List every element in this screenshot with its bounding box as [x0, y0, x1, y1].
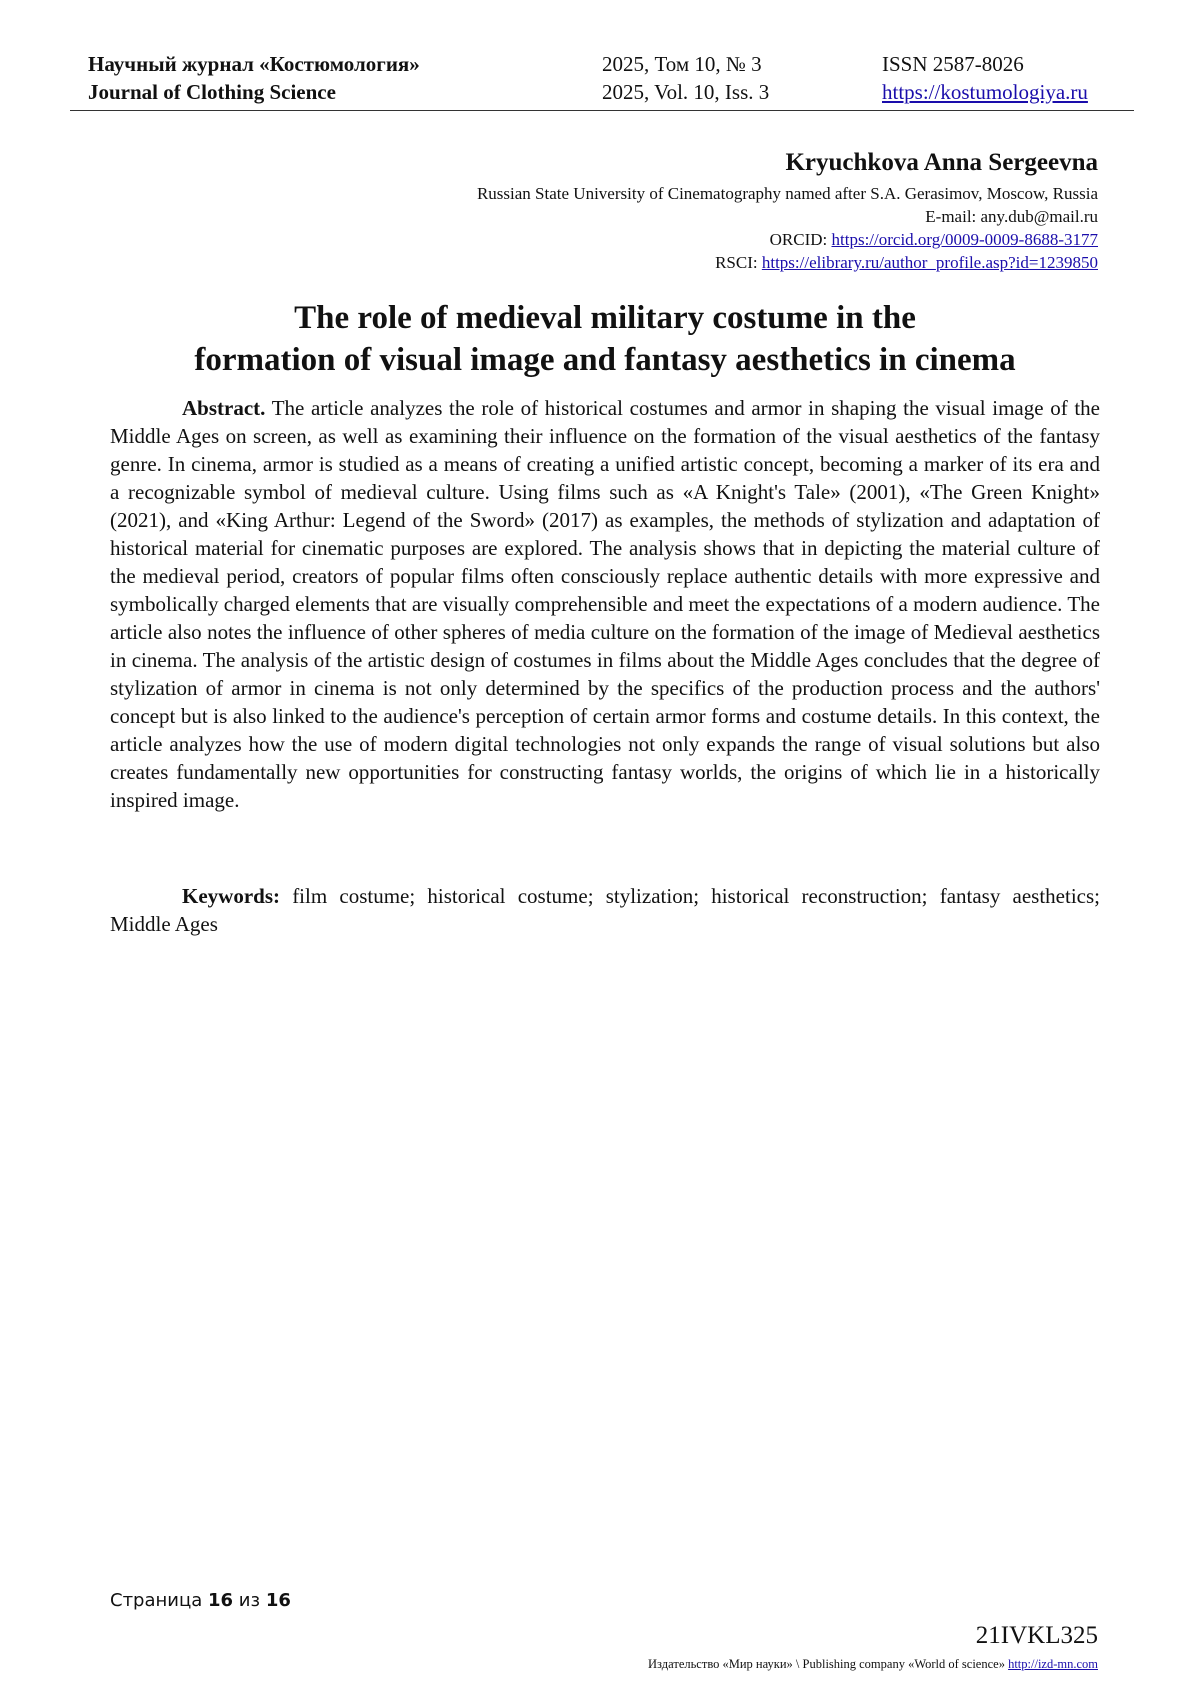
author-rsci — [477, 251, 1098, 274]
journal-name — [88, 50, 420, 106]
issn: ISSN 2587-8026 — [882, 52, 1024, 76]
publisher-text: Издательство «Мир науки» \ Publishing company «World of science» — [648, 1657, 1005, 1671]
page-number — [110, 1590, 291, 1611]
abstract — [110, 394, 1100, 814]
abstract-label: Abstract. — [182, 396, 266, 420]
orcid-link[interactable]: https://orcid.org/0009-0009-8688-3177 — [831, 230, 1098, 249]
author-affiliation: Russian State University of Cinematography named after S.A. Gerasimov, Moscow, Russia — [476, 184, 1098, 203]
abstract-text: The article analyzes the role of historical costumes and armor in shaping the visual image of the Middle Ages on screen, as well as examining their influence on the formation of the visual aesthetics of the fantasy genre. In cinema, armor is studied as a means of creating a unified artistic concept, becoming a marker of its era and a recognizable symbol of medieval culture. Using films such as «A Knight's Tale» (2001), «The Green Knight» (2021), and «King Arthur: Legend of the Sword» (2017) as examples, the methods of stylization and adaptation of historical material for cinematic purposes are explored. The analysis shows that in depicting the material culture of the medieval period, creators of popular films often consciously replace authentic details with more expressive and symbolically charged elements that are visually comprehensible and meet the expectations of a modern audience. The article also notes the influence of other spheres of media culture on the formation of the image of Medieval aesthetics in cinema. The analysis of the artistic design of costumes in films about the Middle Ages concludes that the degree of stylization of armor in cinema is not only determined by the specifics of the production process and the authors' concept but is also linked to the audience's perception of certain armor forms and costume details. In this context, the article analyzes how the use of modern digital technologies not only expands the range of visual solutions but also creates fundamentally new opportunities for constructing fantasy worlds, the origins of which lie in a historically inspired image. — [110, 396, 1100, 812]
publisher-link[interactable]: http://izd-mn.com — [1008, 1657, 1098, 1671]
rsci-label: RSCI: — [715, 253, 758, 272]
author-block — [477, 146, 1098, 274]
rsci-link[interactable]: https://elibrary.ru/author_profile.asp?id=1239850 — [761, 253, 1098, 272]
header-divider — [70, 110, 1134, 111]
keywords-text: film costume; historical costume; stylization; historical reconstruction; fantasy aesthetics; Middle Ages — [110, 884, 1100, 936]
article-code: 21IVKL325 — [975, 1622, 1098, 1649]
article-title — [110, 297, 1100, 381]
title-line-1: The role of medieval military costume in the — [294, 300, 916, 336]
author-orcid — [477, 228, 1098, 251]
author-email: E-mail: any.dub@mail.ru — [925, 207, 1098, 226]
issn-block — [882, 50, 1088, 106]
page-total: 16 — [265, 1590, 291, 1611]
author-name: Kryuchkova Anna Sergeevna — [785, 149, 1098, 176]
page-current: 16 — [208, 1590, 234, 1611]
journal-name-en: Journal of Clothing Science — [88, 80, 336, 104]
orcid-label: ORCID: — [769, 230, 828, 249]
issue-ru: 2025, Том 10, № 3 — [602, 52, 762, 76]
keywords — [110, 882, 1100, 938]
journal-site-link[interactable]: https://kostumologiya.ru — [882, 80, 1088, 104]
title-line-2: formation of visual image and fantasy aesthetics in cinema — [194, 342, 1016, 378]
issue-en: 2025, Vol. 10, Iss. 3 — [602, 80, 770, 104]
page-word: Страница — [110, 1590, 203, 1611]
journal-name-ru: Научный журнал «Костюмология» — [88, 52, 420, 76]
page-of: из — [238, 1590, 261, 1611]
publisher-line — [648, 1657, 1098, 1672]
issue-info — [602, 50, 769, 106]
keywords-label: Keywords: — [182, 884, 280, 908]
